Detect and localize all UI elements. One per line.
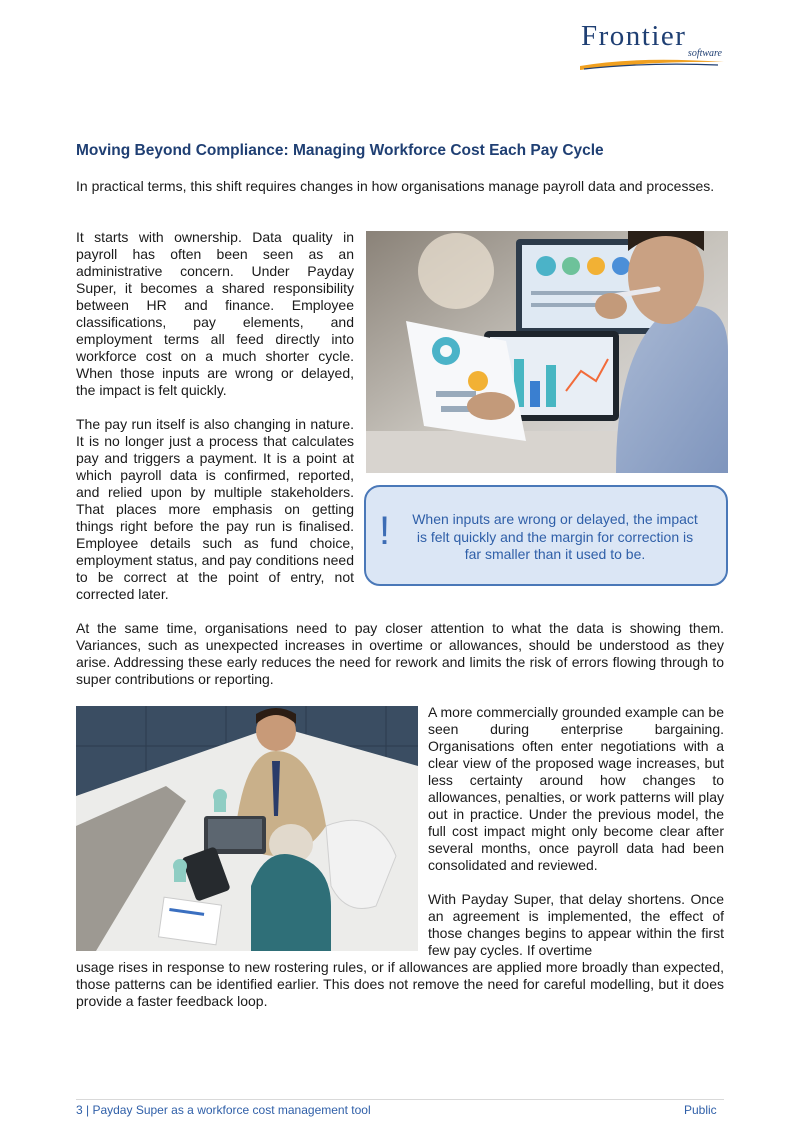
footer-divider xyxy=(76,1099,724,1100)
section-heading: Moving Beyond Compliance: Managing Workforce Cost Each Pay Cycle xyxy=(76,142,604,159)
business-meeting-overhead-photo xyxy=(76,706,418,951)
frontier-logo xyxy=(578,22,728,74)
bargaining-paragraph: A more commercially grounded example can be seen during enterprise bargaining. Organisations often enter negotiations with a clear view of the proposed wage increases, but less certainty around how changes to allowances, penalties, or work patterns will play out in practice. Under the previous model, the full cost impact might only become clear after several months, once payroll data had been consolidated and reviewed. xyxy=(428,704,724,873)
ownership-paragraph: It starts with ownership. Data quality in payroll has often been seen as an administrative concern. Under Payday Super, it becomes a shared responsibility between HR and finance. Employee classifications, pay elements, and employment terms all feed directly into workforce cost on a much shorter cycle. When those inputs are wrong or delayed, the impact is felt quickly. xyxy=(76,229,354,398)
analyst-reviewing-dashboard-photo xyxy=(366,231,728,473)
intro-paragraph: In practical terms, this shift requires changes in how organisations manage payroll data and processes. xyxy=(76,178,715,194)
footer-page-label: 3 | Payday Super as a workforce cost management tool xyxy=(76,1103,371,1117)
footer-classification: Public xyxy=(684,1103,717,1117)
callout-box xyxy=(364,485,728,586)
callout-text: When inputs are wrong or delayed, the impact is felt quickly and the margin for correction is far smaller than it used to be. xyxy=(412,511,698,562)
payrun-paragraph: The pay run itself is also changing in nature. It is no longer just a process that calculates pay and triggers a payment. It is a point at which payroll data is confirmed, reported, and relied upon by multiple stakeholders. That places more emphasis on getting things right before the pay run is finalised. Employee details such as fund choice, employment status, and pay conditions need to be correct at the point of entry, not corrected later. xyxy=(76,416,354,602)
logo-subtitle: software xyxy=(687,48,722,59)
attention-paragraph: At the same time, organisations need to pay closer attention to what the data is showing them. Variances, such as unexpected increases in overtime or allowances, should be understood as they arise. Addressing these early reduces the need for rework and limits the risk of errors flowing through to super contributions or reporting. xyxy=(76,620,724,687)
logo-wordmark: Frontier xyxy=(581,20,687,52)
payday-super-paragraph-end: usage rises in response to new rostering rules, or if allowances are applied more broadly than expected, those patterns can be identified earlier. This does not remove the need for careful modelling, but it does provide a faster feedback loop. xyxy=(76,959,724,1009)
exclamation-icon: ! xyxy=(379,509,391,553)
payday-super-paragraph-start: With Payday Super, that delay shortens. Once an agreement is implemented, the effect of those changes begins to appear within the first few pay cycles. If overtime xyxy=(428,891,724,958)
